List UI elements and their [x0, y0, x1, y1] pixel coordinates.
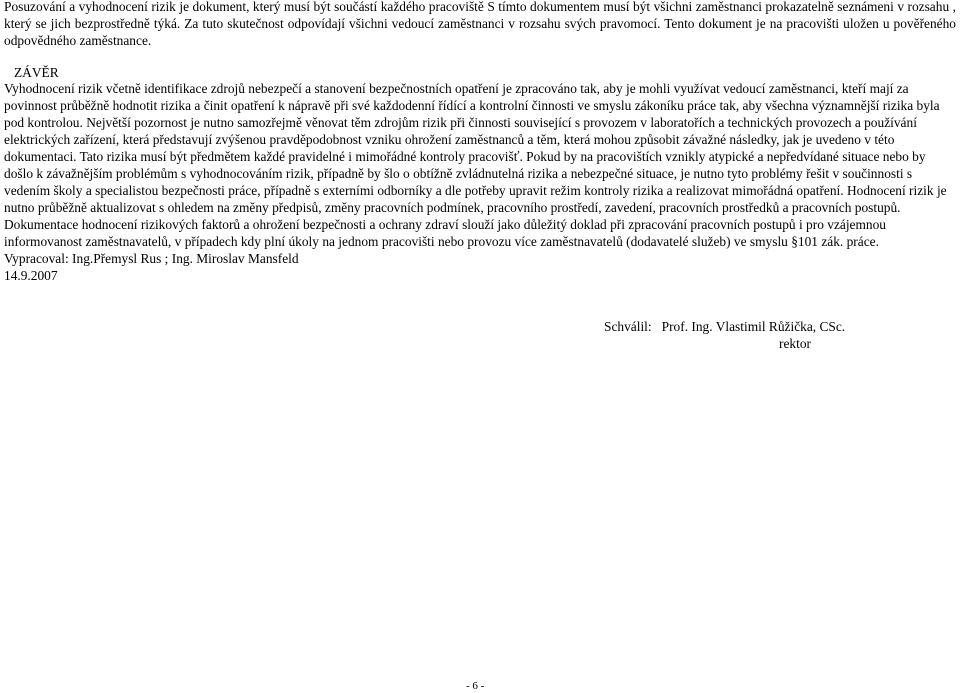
conclusion-paragraph-2: Dokumentace hodnocení rizikových faktorů a ohrožení bezpečnosti a ochrany zdraví slouží jako důležitý doklad při zpracování pracovních postupů i pro vzájemnou informovanost zaměstnavatelů, v případech kdy plní úkoly na jednom pracovišti nebo provozu více zaměstnavatelů (dodavatelé služeb) ve smyslu §101 zák. práce.: [4, 217, 886, 249]
page-number: - 6 -: [466, 680, 485, 692]
document-date: 14.9.2007: [4, 268, 58, 283]
intro-paragraph: Posuzování a vyhodnocení rizik je dokument, který musí být součástí každého pracoviště S tímto dokumentem musí být všichni zaměstnanci prokazatelně seznámeni v rozsahu , který se jich bezprostředně týká. Za tuto skutečnost odpovídají všichni vedoucí zaměstnanci v rozsahu svých pravomocí. Tento dokument je na pracovišti uložen u pověřeného odpovědného zaměstnance.: [4, 0, 956, 48]
document-page: [4, 0, 956, 693]
approval-block: [604, 318, 845, 352]
conclusion-section: [4, 80, 956, 284]
conclusion-heading: ZÁVĚR: [14, 65, 59, 80]
approver-role: rektor: [779, 336, 811, 351]
approved-by-line: Schválil: Prof. Ing. Vlastimil Růžička, CSc.: [604, 319, 846, 334]
prepared-by: Vypracoval: Ing.Přemysl Rus ; Ing. Miroslav Mansfeld: [4, 251, 299, 266]
conclusion-paragraph-1: Vyhodnocení rizik včetně identifikace zdrojů nebezpečí a stanovení bezpečnostních opatření je zpracováno tak, aby je mohli využívat vedoucí zaměstnanci, kteří mají za povinnost průběžně hodnotit rizika a činit opatření k nápravě při své každodenní řídící a kontrolní činnosti ve smyslu zákoníku práce tak, aby všechna významnější rizika byla pod kontrolou. Největší pozornost je nutno samozřejmě věnovat těm zdrojům rizik při činnosti související s provozem v laboratořích a technických provozech a používání elektrických zařízení, která představují zvýšenou pravděpodobnost vzniku ohrožení zaměstnanců a těm, která mohou způsobit závažné následky, jak je uvedeno v této dokumentaci. Tato rizika musí být předmětem každé pravidelné i mimořádné kontroly pracovišť. Pokud by na pracovištích vznikly atypické a nepředvídané situace nebo by došlo k závažnějším problémům s vyhodnocováním rizik, případně by šlo o obtížně zvládnutelná rizika a nebezpečné situace, je nutno tyto problémy řešit v součinnosti s vedením školy a specialistou bezpečnosti práce, případně s externími odborníky a dle potřeby upravit režim kontroly rizika a realizovat mimořádná opatření. Hodnocení rizik je nutno průběžně aktualizovat s ohledem na změny předpisů, změny pracovních podmínek, pracovního prostředí, zavedení, pracovních prostředků a pracovních postupů.: [4, 81, 947, 215]
